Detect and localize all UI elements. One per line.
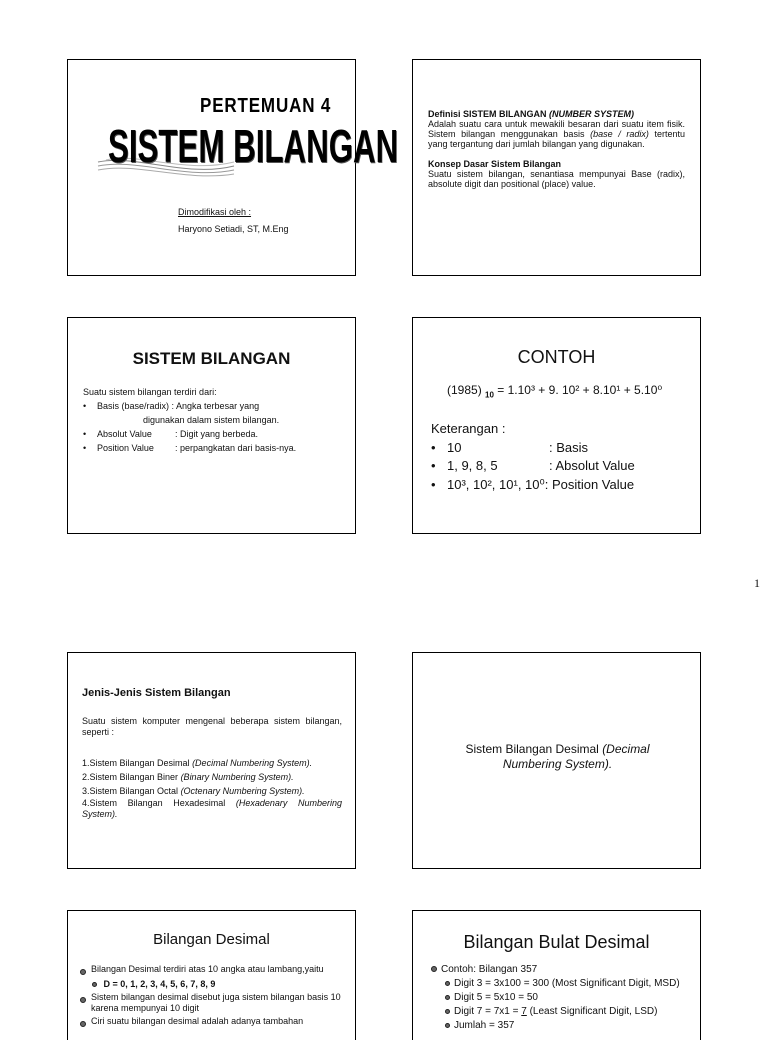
legend-title: Keterangan : bbox=[431, 421, 506, 436]
list-subitem: Digit 3 = 3x100 = 300 (Most Significant Digit, MSD) bbox=[431, 977, 680, 991]
slide-definition bbox=[412, 59, 701, 276]
bullet-icon bbox=[92, 982, 97, 987]
slide-heading: Bilangan Bulat Desimal bbox=[463, 932, 650, 952]
list-item: • Absolut Value : Digit yang berbeda. bbox=[83, 429, 259, 439]
slide-title bbox=[67, 59, 399, 276]
example-equation: (1985) $_{10}$ = 1.10³ + 9. 10² + 8.10¹ + 5.10⁰ bbox=[447, 383, 663, 400]
bullet-icon bbox=[80, 969, 86, 975]
slide-heading: SISTEM BILANGAN bbox=[132, 349, 291, 368]
components-intro: Suatu sistem bilangan terdiri dari: bbox=[83, 387, 217, 397]
list-item: 2.Sistem Bilangan Biner (Binary Numbering System). bbox=[82, 772, 294, 782]
slide-heading: CONTOH bbox=[517, 347, 596, 367]
bullet-icon bbox=[445, 1023, 450, 1028]
list-item: Contoh: Bilangan 357 bbox=[431, 963, 680, 977]
list-subitem: Digit 5 = 5x10 = 50 bbox=[431, 991, 680, 1005]
decimal-list bbox=[80, 964, 350, 1031]
list-item: 3.Sistem Bilangan Octal (Octenary Numbering System). bbox=[82, 786, 305, 796]
list-item: • Position Value : perpangkatan dari basis-nya. bbox=[83, 443, 297, 453]
meeting-subtitle: PERTEMUAN 4 bbox=[200, 95, 332, 117]
slide-section-title bbox=[412, 652, 701, 869]
integer-list bbox=[431, 963, 680, 1033]
author-name: Haryono Setiadi, ST, M.Eng bbox=[178, 224, 289, 234]
types-intro: Suatu sistem komputer mengenal beberapa sistem bilangan, seperti : bbox=[82, 716, 342, 737]
list-item: Sistem bilangan desimal disebut juga sistem bilangan basis 10 karena mempunyai 10 digit bbox=[80, 992, 350, 1014]
bullet-icon bbox=[445, 995, 450, 1000]
definition-heading: Definisi SISTEM BILANGAN (NUMBER SYSTEM) bbox=[428, 109, 635, 119]
slide-heading: Jenis-Jenis Sistem Bilangan bbox=[82, 687, 231, 699]
slide-integer-decimal bbox=[412, 910, 701, 1040]
list-item: • 10³, 10², 10¹, 10⁰ : Position Value bbox=[431, 476, 635, 492]
definition-body bbox=[428, 109, 685, 189]
slide-components bbox=[67, 317, 356, 534]
modified-by-label: Dimodifikasi oleh : bbox=[178, 207, 252, 217]
slide-example bbox=[412, 317, 701, 534]
list-item: • 10 : Basis bbox=[431, 439, 589, 455]
section-title: Sistem Bilangan Desimal (Decimal Numbering System). bbox=[465, 742, 650, 771]
slide-title-heading: SISTEM BILANGAN bbox=[108, 120, 399, 172]
components-list bbox=[83, 385, 296, 455]
bullet-icon bbox=[80, 1021, 86, 1027]
bullet-icon bbox=[80, 997, 86, 1003]
legend-list bbox=[431, 420, 635, 494]
list-item: 4.Sistem Bilangan Hexadesimal (Hexadenary Numbering System). bbox=[82, 798, 342, 819]
list-item: digunakan dalam sistem bilangan. bbox=[143, 415, 280, 425]
list-item: • 1, 9, 8, 5 : Absolut Value bbox=[431, 458, 635, 473]
concept-heading: Konsep Dasar Sistem Bilangan bbox=[428, 159, 562, 169]
slide-decimal bbox=[67, 910, 356, 1040]
slide-heading: Bilangan Desimal bbox=[153, 931, 270, 948]
bullet-icon bbox=[445, 1009, 450, 1014]
bullet-icon bbox=[431, 966, 437, 972]
page-number: 1 bbox=[754, 576, 760, 590]
types-list bbox=[82, 756, 342, 820]
definition-paragraph: Adalah suatu cara untuk mewakili besaran dari suatu item fisik. Sistem bilangan menggunakan basis (base / radix) tertentu yang tergantung dari jumlah bilangan yang digunakan. bbox=[428, 119, 685, 149]
list-subitem: D = 0, 1, 2, 3, 4, 5, 6, 7, 8, 9 bbox=[80, 979, 350, 990]
list-item: 1.Sistem Bilangan Desimal (Decimal Numbering System). bbox=[82, 758, 313, 768]
list-subitem: Digit 7 = 7x1 = 7 (Least Significant Digit, LSD) bbox=[431, 1005, 680, 1019]
list-item: Bilangan Desimal terdiri atas 10 angka atau lambang,yaitu bbox=[80, 964, 350, 977]
list-item: • Basis (base/radix) : Angka terbesar yang bbox=[83, 401, 260, 411]
concept-paragraph: Suatu sistem bilangan, senantiasa mempunyai Base (radix), absolute digit dan positional (place) value. bbox=[428, 169, 685, 189]
list-item: Ciri suatu bilangan desimal adalah adanya tambahan bbox=[80, 1016, 350, 1029]
list-subitem: Jumlah = 357 bbox=[431, 1019, 680, 1033]
slide-types bbox=[67, 652, 356, 869]
bullet-icon bbox=[445, 981, 450, 986]
